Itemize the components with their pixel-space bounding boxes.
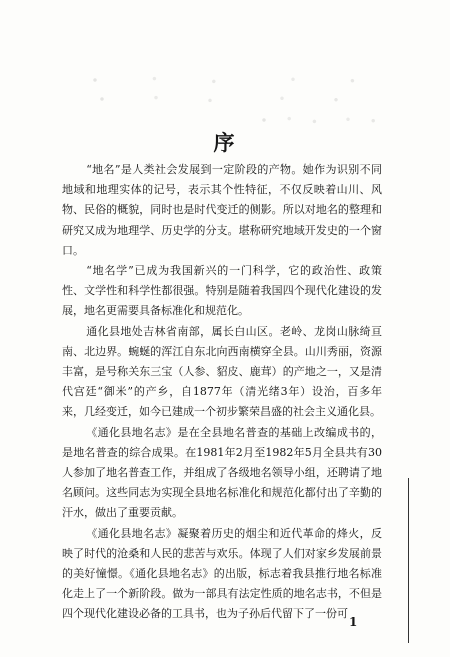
bleed-through-text bbox=[250, 113, 390, 127]
preface-title: 序 bbox=[213, 130, 237, 155]
paragraph: “地名”是人类社会发展到一定阶段的产物。她作为识别不同地域和地理实体的记号，表示其个性特征，不仅反映着山川、风物、民俗的概貌，同时也是时代变迁的侧影。所以对地名的整理和研究又成为地理学、历史学的分支。堪称研究地域开发史的一个窗口。 bbox=[62, 163, 382, 257]
page-number: 1 bbox=[349, 615, 358, 629]
bleed-through-text bbox=[72, 92, 372, 106]
page-edge-line bbox=[408, 478, 409, 643]
paragraph: 《通化县地名志》是在全县地名普查的基础上改编成书的，是地名普查的综合成果。在1981年2月至1982年5月全县共有30人参加了地名普查工作，并组成了各级地名领导小组，还聘请了地名顾问。这些同志为实现全县地名标准化和规范化都付出了辛勤的汗水，做出了重要贡献。 bbox=[62, 425, 382, 520]
bleed-through-text bbox=[62, 73, 392, 87]
paragraph: 《通化县地名志》凝聚着历史的烟尘和近代革命的烽火，反映了时代的沧桑和人民的悲苦与欢乐。体现了人们对家乡发展前景的美好憧憬。《通化县地名志》的出版，标志着我县推行地名标准化走上了一个新阶段。做为一部具有法定性质的地名志书，不但是四个现代化建设必备的工具书，也为子孙后代留下了一份可 bbox=[62, 526, 382, 621]
paragraph: “地名学”已成为我国新兴的一门科学，它的政治性、政策性、文学性和科学性都很强。特别是随着我国四个现代化建设的发展，地名更需要具备标准化和规范化。 bbox=[62, 264, 382, 318]
paragraph: 通化县地处吉林省南部，属长白山区。老岭、龙岗山脉绮亘南、北边界。蜿蜒的浑江自东北向西南横穿全县。山川秀丽，资源丰富，是号称关东三宝（人参、貂皮、鹿茸）的产地之一，又是清代宫廷“御米”的产乡，自1877年（清光绪3年）设治，百多年来，几经变迁，如今已建成一个初步繁荣昌盛的社会主义通化县。 bbox=[62, 324, 382, 419]
preface-body bbox=[62, 160, 382, 625]
